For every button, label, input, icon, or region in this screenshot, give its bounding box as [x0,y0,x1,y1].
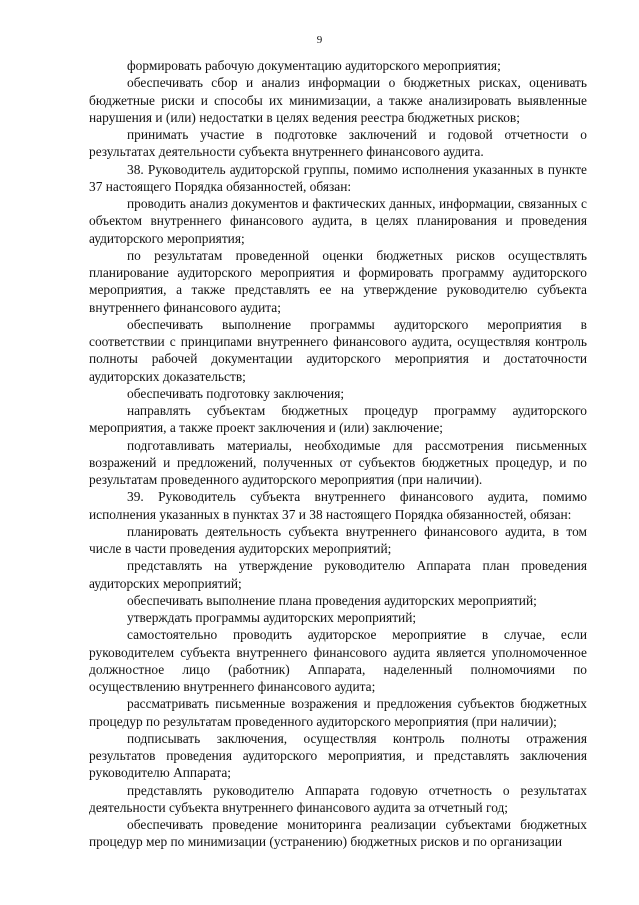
paragraph: направлять субъектам бюджетных процедур программу аудиторского мероприятия, а также проект заключения и (или) заключение; [89,403,587,436]
paragraph: утверждать программы аудиторских мероприятий; [127,610,417,625]
paragraph: обеспечивать подготовку заключения; [127,385,345,401]
paragraph: принимать участие в подготовке заключений и годовой отчетности о результатах деятельности субъекта внутреннего финансового аудита. [89,127,587,160]
paragraph: рассматривать письменные возражения и предложения субъектов бюджетных процедур по результатам проведенного аудиторского мероприятия (при наличии); [89,696,587,729]
paragraph: формировать рабочую документацию аудиторского мероприятия; [127,58,501,73]
page-number: 9 [316,34,323,46]
paragraph: самостоятельно проводить аудиторское мероприятие в случае, если руководителем субъекта внутреннего финансового аудита является уполномоченное должностное лицо (работник) Аппарата, наделенный полномочиями по осуществлению внутреннего финансового аудита; [89,627,587,694]
paragraph: планировать деятельность субъекта внутреннего финансового аудита, в том числе в части проведения аудиторских мероприятий; [89,523,587,556]
paragraph: по результатам проведенной оценки бюджетных рисков осуществлять планирование аудиторского мероприятия и формировать программу аудиторского мероприятия, а также представлять ее на утверждение руководителю субъекта внутреннего финансового аудита; [89,247,587,315]
paragraph: представлять руководителю Аппарата годовую отчетность о результатах деятельности субъекта внутреннего финансового аудита за отчетный год; [89,782,587,815]
paragraph: обеспечивать выполнение плана проведения аудиторских мероприятий; [127,592,537,608]
paragraph: 38. Руководитель аудиторской группы, помимо исполнения указанных в пункте 37 настоящего Порядка обязанностей, обязан: [89,161,587,194]
paragraph: обеспечивать проведение мониторинга реализации субъектами бюджетных процедур мер по минимизации (устранению) бюджетных рисков и по организации [89,817,587,850]
paragraph: представлять на утверждение руководителю Аппарата план проведения аудиторских мероприятий; [89,558,587,591]
paragraph: 39. Руководитель субъекта внутреннего финансового аудита, помимо исполнения указанных в пунктах 37 и 38 настоящего Порядка обязанностей, обязан: [89,489,587,522]
paragraph: проводить анализ документов и фактических данных, информации, связанных с объектом внутреннего финансового аудита, в целях планирования и проведения аудиторского мероприятия; [89,196,587,246]
paragraph: обеспечивать выполнение программы аудиторского мероприятия в соответствии с принципами внутреннего финансового аудита, осуществляя контроль полноты рабочей документации аудиторского мероприятия и достаточности аудиторских доказательств; [89,316,587,384]
paragraph: подготавливать материалы, необходимые для рассмотрения письменных возражений и предложений, полученных от субъектов бюджетных процедур, и по результатам проведенного аудиторского мероприятия (при наличии). [89,437,587,487]
paragraph: обеспечивать сбор и анализ информации о бюджетных рисках, оценивать бюджетные риски и способы их минимизации, а также анализировать выявленные нарушения и (или) недостатки в целях ведения реестра бюджетных рисков; [89,75,587,125]
paragraph: подписывать заключения, осуществляя контроль полноты отражения результатов проведения аудиторского мероприятия, и представлять заключения руководителю Аппарата; [89,730,587,781]
document-body [89,57,587,851]
